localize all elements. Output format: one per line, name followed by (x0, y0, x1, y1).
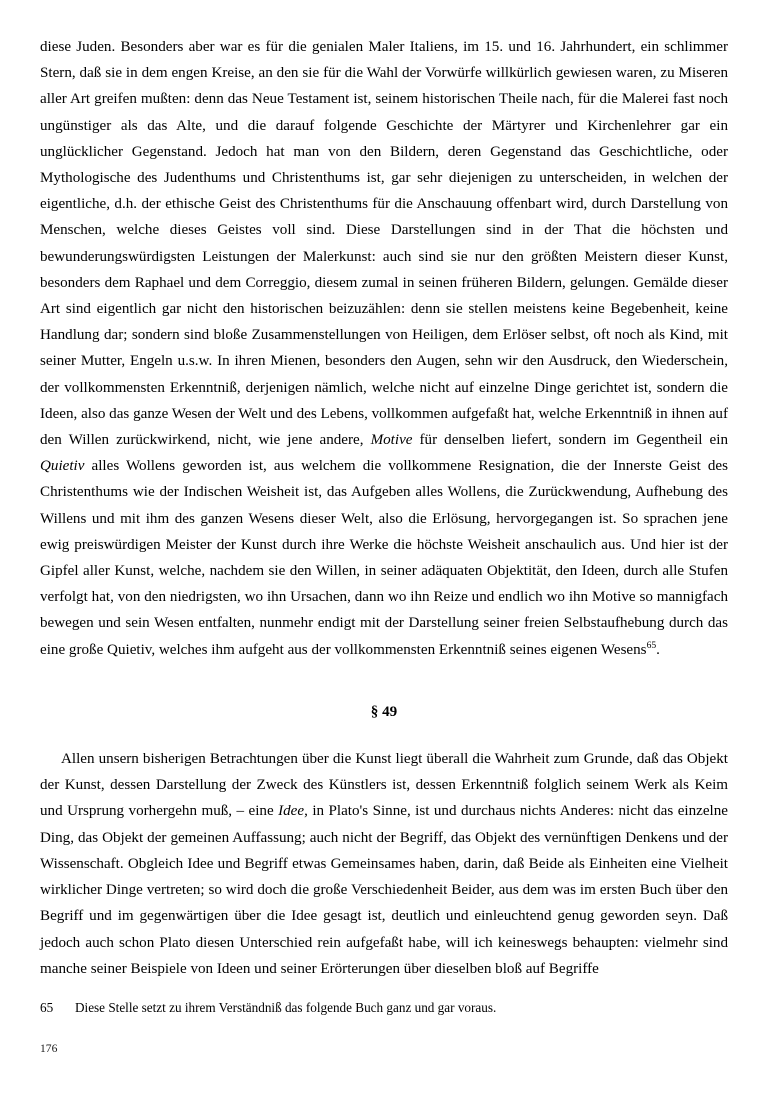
footnote-text: Diese Stelle setzt zu ihrem Verständniß das folgende Buch ganz und gar voraus. (75, 1000, 497, 1015)
heading-spacer-top (40, 663, 728, 699)
page-text-block (40, 34, 728, 982)
emphasized-term: Idee (278, 803, 305, 820)
footnote-reference[interactable]: 65 (646, 639, 657, 651)
footnote-number: 65 (40, 1000, 54, 1015)
emphasized-term: Quietiv (40, 458, 85, 475)
text-run: . (656, 641, 660, 658)
section-heading: § 49 (370, 703, 398, 720)
footnote-area (40, 998, 728, 1018)
text-run: diese Juden. Besonders aber war es für die genialen Maler Italiens, im 15. und 16. Jahrhundert, ein schlimmer Stern, daß sie in dem engen Kreise, an den sie für die Wahl der Vorwürfe willkürlich gewiesen waren, zu Miseren aller Art greifen mußten: denn das Neue Testament ist, seinem historischen Theile nach, für die Malerei fast noch ungünstiger als das Alte, und die darauf folgende Geschichte der Märtyrer und Kirchenlehrer gar ein unglücklicher Gegenstand. Jedoch hat man von den Bildern, deren Gegenstand das Geschichtliche, oder Mythologische des Judenthums und Christenthums ist, gar sehr diejenigen zu unterscheiden, in welchen der eigentliche, d.h. der ethische Geist des Christenthums für die Anschauung offenbart wird, durch Darstellung von Menschen, welche dieses Geistes voll sind. Diese Darstellungen sind in der That die höchsten und bewunderungswürdigsten Leistungen der Malerkunst: auch sind sie nur den größten Meistern dieser Kunst, besonders dem Raphael und dem Correggio, diesem zumal in seinen früheren Bildern, gelungen. Gemälde dieser Art sind eigentlich gar nicht den historischen beizuzählen: denn sie stellen meistens keine Begebenheit, keine Handlung dar; sondern sind bloße Zusammenstellungen von Heiligen, dem Erlöser selbst, oft noch als Kind, mit seiner Mutter, Engeln u.s.w. In ihren Mienen, besonders den Augen, sehn wir den Ausdruck, den Wiederschein, der vollkommensten Erkenntniß, derjenigen nämlich, welche nicht auf einzelne Dinge gerichtet ist, sondern die Ideen, also das ganze Wesen der Welt und des Lebens, vollkommen aufgefaßt hat, welche Erkenntniß in ihnen auf den Willen zurückwirkend, nicht, wie jene andere, (40, 39, 728, 449)
text-run: für denselben liefert, sondern im Gegentheil ein (412, 432, 728, 449)
paragraph-body-2 (40, 746, 728, 982)
paragraph-body-1 (40, 34, 728, 663)
footnote-item (40, 998, 728, 1018)
emphasized-term: Motive (370, 432, 413, 449)
heading-spacer-bottom (40, 725, 728, 746)
page-number: 176 (40, 1042, 58, 1055)
text-run: Allen unsern bisherigen Betrachtungen über die Kunst liegt überall die Wahrheit zum Grunde, daß das Objekt der Kunst, dessen Darstellung der Zweck des Künstlers ist, dessen Erkenntniß folglich seinem Werk als Keim und Ursprung vorhergehn muß, – eine (40, 751, 728, 820)
text-run: , in Plato's Sinne, ist und durchaus nichts Anderes: nicht das einzelne Ding, das Objekt der gemeinen Auffassung; auch nicht der Begriff, das Objekt des vernünftigen Denkens und der Wissenschaft. Obgleich Idee und Begriff etwas Gemeinsames haben, darin, daß Beide als Einheiten eine Vielheit wirklicher Dinge vertreten; so wird doch die große Verschiedenheit Beider, aus dem was im ersten Buch über den Begriff und im gegenwärtigen über die Idee gesagt ist, deutlich und einleuchtend genug geworden seyn. Daß jedoch auch schon Plato diesen Unterschied rein aufgefaßt habe, will ich keineswegs behaupten: vielmehr sind manche seiner Beispiele von Ideen und seiner Erörterungen über dieselben bloß auf Begriffe (40, 803, 728, 977)
text-run: alles Wollens geworden ist, aus welchem die vollkommene Resignation, die der Innerste Geist des Christenthums wie der Indischen Weisheit ist, das Aufgeben alles Wollens, die Zurückwendung, Aufhebung des Willens und mit ihm des ganzen Wesens dieser Welt, also die Erlösung, hervorgegangen ist. So sprachen jene ewig preiswürdigen Meister der Kunst durch ihre Werke die höchste Weisheit anschaulich aus. Und hier ist der Gipfel aller Kunst, welche, nachdem sie den Willen, in seiner adäquaten Objektität, den Ideen, durch alle Stufen verfolgt hat, von den niedrigsten, wo ihn Ursachen, dann wo ihn Reize und endlich wo ihn Motive so mannigfach bewegen und sein Wesen entfalten, nunmehr endigt mit der Darstellung seiner freien Selbstaufhebung durch das eine große Quietiv, welches ihm aufgeht aus der vollkommensten Erkenntniß seines eigenen Wesens (40, 458, 728, 658)
